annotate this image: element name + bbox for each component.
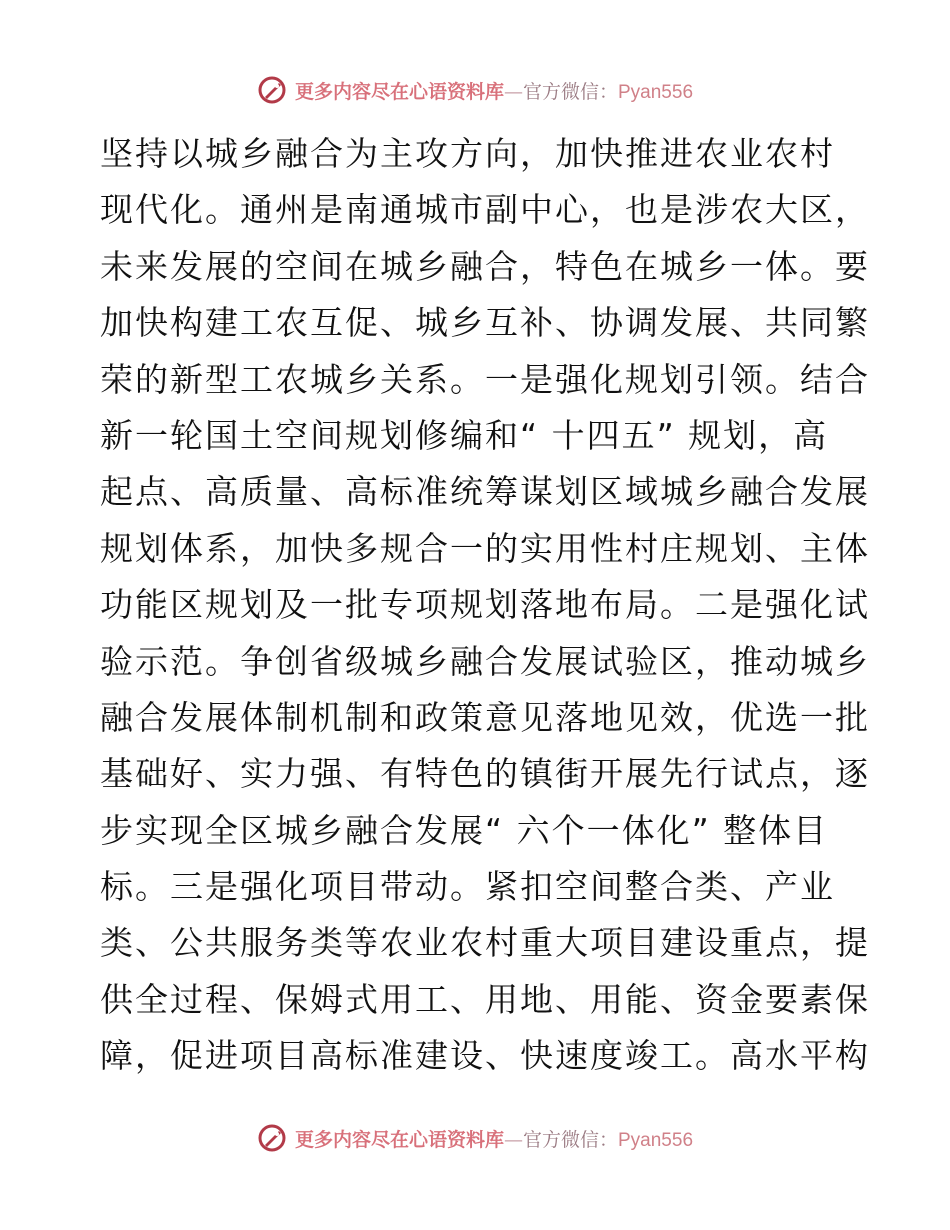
banner-main-text: 更多内容尽在心语资料库 [294, 80, 504, 103]
footer-banner [0, 1118, 950, 1158]
document-line: 验示范。争创省级城乡融合发展试验区，推动城乡 [100, 641, 870, 681]
banner-dash: — [503, 80, 523, 103]
document-line: 起点、高质量、高标准统筹谋划区域城乡融合发展 [100, 472, 870, 512]
banner-text [295, 77, 693, 104]
document-line: 障，促进项目高标准建设、快速度竣工。高水平构 [100, 1036, 870, 1076]
banner-text [295, 1125, 693, 1152]
header-banner [0, 70, 950, 110]
banner-secondary-text: 官方微信： [522, 1128, 618, 1151]
document-line: 供全过程、保姆式用工、用地、用能、资金要素保 [100, 979, 870, 1019]
document-line: 标。三是强化项目带动。紧扣空间整合类、产业 [100, 867, 835, 907]
document-line: 现代化。通州是南通城市副中心，也是涉农大区， [100, 190, 870, 230]
quill-emblem-icon [257, 1123, 287, 1153]
document-line: 基础好、实力强、有特色的镇街开展先行试点，逐 [100, 754, 870, 794]
document-line: 新一轮国土空间规划修编和“ 十四五” 规划，高 [100, 415, 829, 455]
document-line: 规划体系，加快多规合一的实用性村庄规划、主体 [100, 528, 870, 568]
document-line: 未来发展的空间在城乡融合，特色在城乡一体。要 [100, 246, 870, 286]
document-line: 坚持以城乡融合为主攻方向，加快推进农业农村 [100, 134, 835, 173]
banner-account-id: Pyan556 [618, 81, 694, 103]
banner-dash: — [503, 1128, 523, 1151]
document-line: 荣的新型工农城乡关系。一是强化规划引领。结合 [100, 359, 870, 399]
banner-main-text: 更多内容尽在心语资料库 [294, 1128, 504, 1151]
document-line: 加快构建工农互促、城乡互补、协调发展、共同繁 [100, 303, 870, 343]
quill-emblem-icon [257, 75, 287, 105]
document-line: 融合发展体制机制和政策意见落地见效，优选一批 [100, 697, 870, 737]
document-line: 步实现全区城乡融合发展“ 六个一体化” 整体目 [100, 810, 829, 850]
document-line: 功能区规划及一批专项规划落地布局。二是强化试 [100, 585, 870, 625]
document-line: 类、公共服务类等农业农村重大项目建设重点，提 [100, 923, 870, 963]
document-body [100, 126, 870, 1085]
banner-account-id: Pyan556 [618, 1129, 694, 1151]
banner-secondary-text: 官方微信： [522, 80, 618, 103]
